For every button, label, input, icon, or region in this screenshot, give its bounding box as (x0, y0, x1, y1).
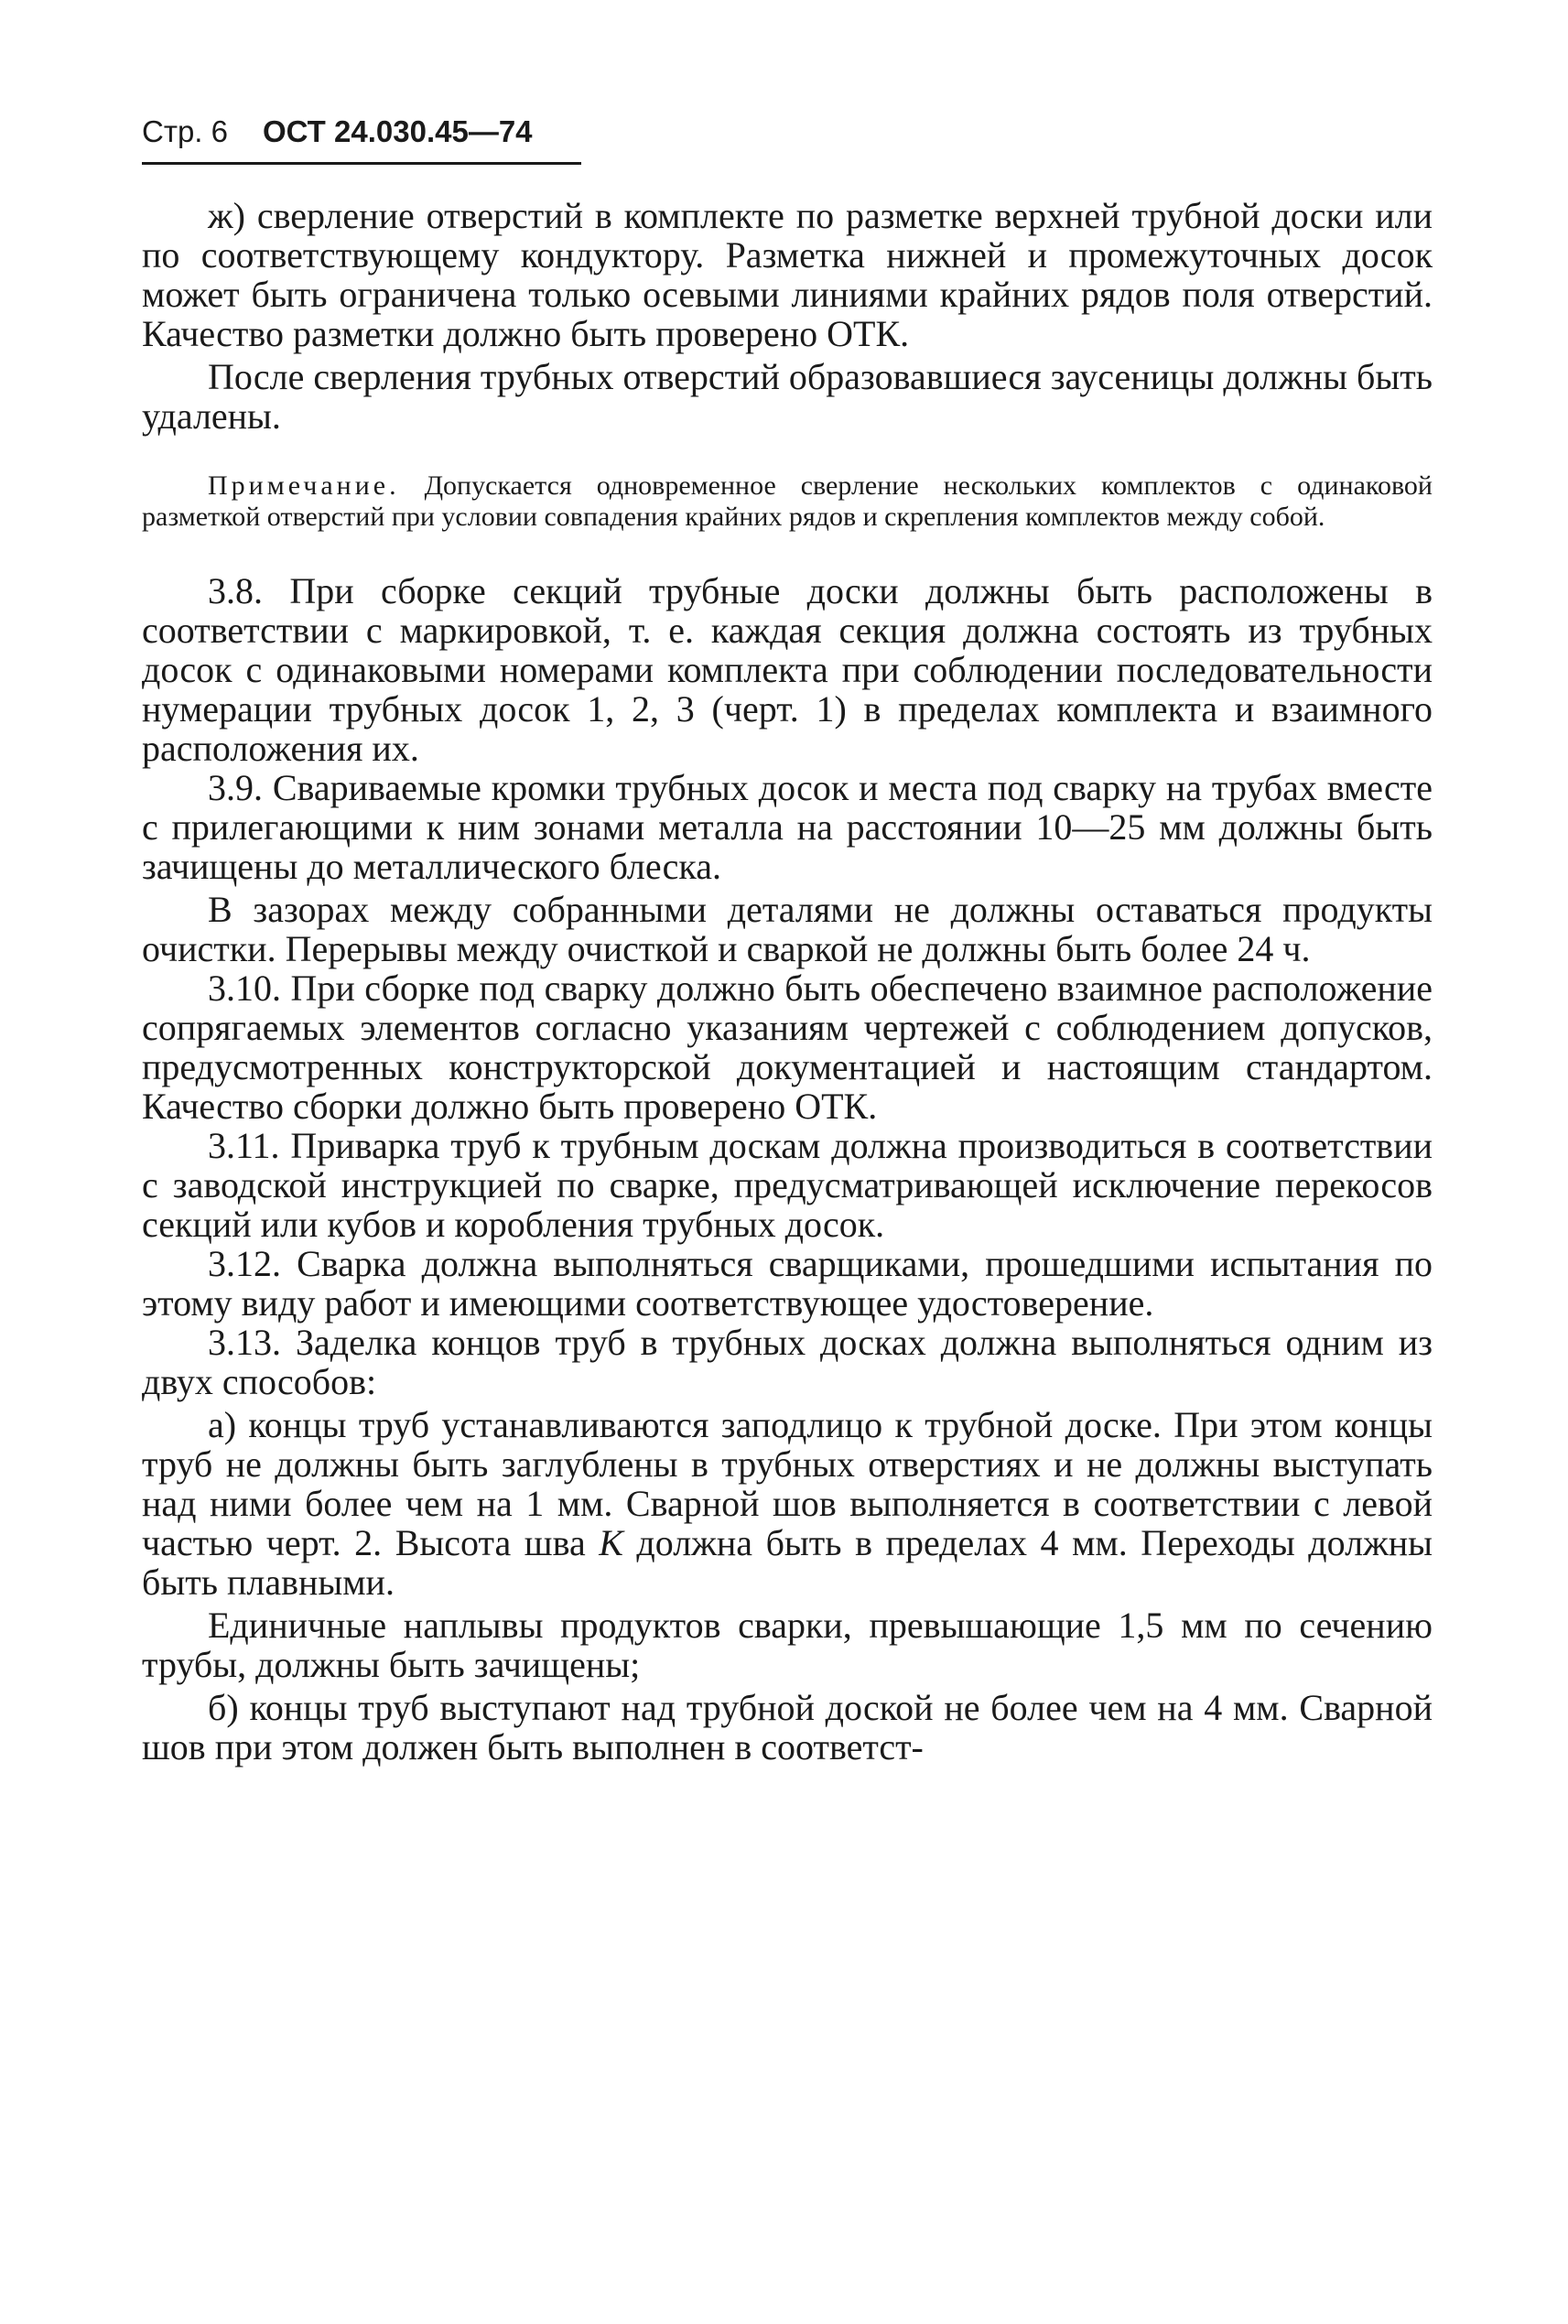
page-header (142, 114, 581, 165)
note-text: Допускается одновременное сверление нескольких комплектов с одинаковой разметкой отверстий при условии совпадения крайних рядов и скрепления комплектов между собой. (142, 470, 1433, 532)
paragraph-3-11: 3.11. Приварка труб к трубным доскам должна производиться в соответствии с заводской инструкцией по сварке, предусматривающей исключение перекосов секций или кубов и коробления трубных досок. (142, 1125, 1433, 1245)
paragraph-single-sags: Единичные наплывы продуктов сварки, превышающие 1,5 мм по сечению трубы, должны быть зачищены; (142, 1605, 1433, 1685)
paragraph-3-9: 3.9. Свариваемые кромки трубных досок и места под сварку на трубах вместе с прилегающими к ним зонами металла на расстоянии 10—25 мм должны быть зачищены до металлического блеска. (142, 767, 1433, 887)
document-page (142, 114, 1433, 1767)
paragraph-method-a (142, 1405, 1433, 1602)
paragraph-3-8: 3.8. При сборке секций трубные доски должны быть расположены в соответствии с маркировкой, т. е. каждая секция должна состоять из трубных досок с одинаковыми номерами комплекта при соблюдении последовательности нумерации трубных досок 1, 2, 3 (черт. 1) в пределах комплекта и взаимного расположения их. (142, 570, 1433, 769)
weld-height-symbol: К (599, 1522, 623, 1563)
paragraph-3-9-gaps: В зазорах между собранными деталями не должны оставаться продукты очистки. Перерывы между очисткой и сваркой не должны быть более 24 ч. (142, 889, 1433, 969)
standard-code: ОСТ 24.030.45—74 (263, 114, 533, 148)
paragraph-zh: ж) сверление отверстий в комплекте по разметке верхней трубной доски или по соответствующему кондуктору. Разметка нижней и промежуточных досок может быть ограничена только осевыми линиями крайних рядов поля отверстий. Качество разметки должно быть проверено ОТК. (142, 195, 1433, 354)
paragraph-3-10: 3.10. При сборке под сварку должно быть обеспечено взаимное расположение сопрягаемых элементов согласно указаниям чертежей с соблюдением допусков, предусмотренных конструкторской документацией и настоящим стандартом. Качество сборки должно быть проверено ОТК. (142, 967, 1433, 1127)
paragraph-after-drilling: После сверления трубных отверстий образовавшиеся заусеницы должны быть удалены. (142, 356, 1433, 437)
method-a-start: а) концы труб устанавливаются заподлицо к трубной доске. При этом концы труб не должны быть заглублены в трубных отверстиях и не должны выступать над ними более чем на 1 мм. Сварной шов выполняется в соответствии с левой частью черт. 2. Высота шва (142, 1404, 1433, 1563)
paragraph-3-13: 3.13. Заделка концов труб в трубных досках должна выполняться одним из двух способов: (142, 1322, 1433, 1402)
note (142, 470, 1433, 533)
paragraph-method-b: б) концы труб выступают над трубной доской не более чем на 4 мм. Сварной шов при этом должен быть выполнен в соответст- (142, 1687, 1433, 1767)
paragraph-3-12: 3.12. Сварка должна выполняться сварщиками, прошедшими испытания по этому виду работ и имеющими соответствующее удостоверение. (142, 1243, 1433, 1324)
note-label: Примечание. (208, 470, 400, 501)
page-number: Стр. 6 (142, 114, 228, 148)
method-a-end: должна быть в пределах 4 мм. Переходы должны быть плавными. (142, 1522, 1433, 1603)
